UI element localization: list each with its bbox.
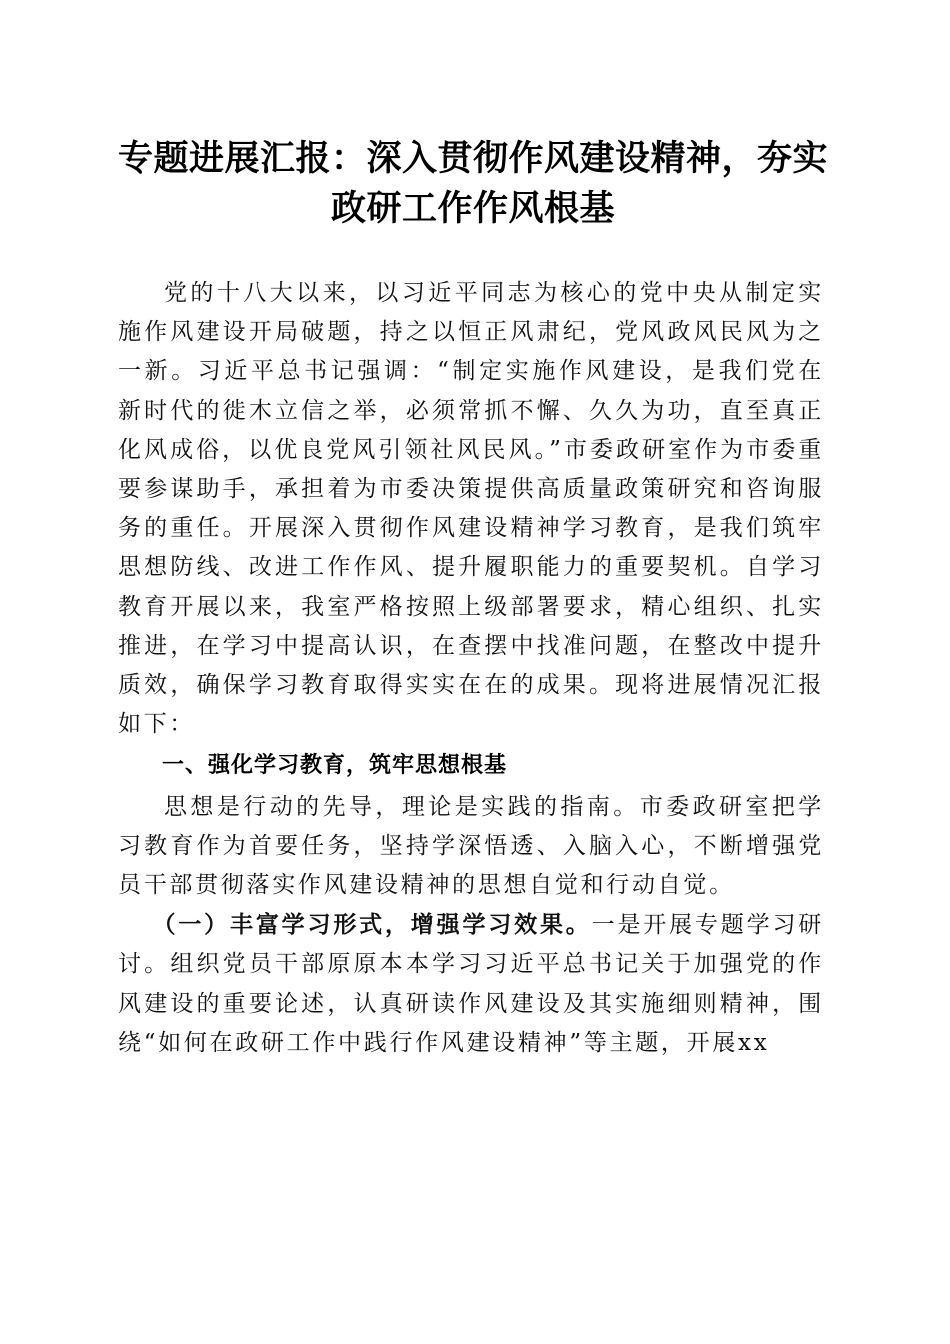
document-title-line-2: 政研工作作风根基 <box>330 188 615 229</box>
subsection-1-text: 一是开展专题学习研讨。组织党员干部原原本本学习习近平总书记关于加强党的作风建设的重要论述，认真研读作风建设及其实施细则精神，围绕“如何在政研工作中践行作风建设精神”等主题，开展xx <box>118 912 824 1056</box>
subsection-1-lead: （一）丰富学习形式，增强学习效果。 <box>152 911 592 939</box>
intro-paragraph: 党的十八大以来，以习近平同志为核心的党中央从制定实施作风建设开局破题，持之以恒正风肃纪，党风政风民风为之一新。习近平总书记强调：“制定实施作风建设，是我们党在新时代的徙木立信之举，必须常抓不懈、久久为功，直至真正化风成俗，以优良党风引领社风民风。”市委政研室作为市委重要参谋助手，承担着为市委决策提供高质量政策研究和咨询服务的重任。开展深入贯彻作风建设精神学习教育，是我们筑牢思想防线、改进工作作风、提升履职能力的重要契机。自学习教育开展以来，我室严格按照上级部署要求，精心组织、扎实推进，在学习中提高认识，在查摆中找准问题，在整改中提升质效，确保学习教育取得实实在在的成果。现将进展情况汇报如下： <box>118 280 824 738</box>
section-1-heading: 一、强化学习教育，筑牢思想根基 <box>162 753 508 779</box>
section-1-paragraph: 思想是行动的先导，理论是实践的指南。市委政研室把学习教育作为首要任务，坚持学深悟透、入脑入心，不断增强党员干部贯彻落实作风建设精神的思想自觉和行动自觉。 <box>118 793 824 899</box>
subsection-1-paragraph <box>118 905 824 1063</box>
document-body <box>118 274 824 1063</box>
document-title <box>118 134 828 234</box>
document-title-line-1: 专题进展汇报：深入贯彻作风建设精神，夯实 <box>118 138 829 179</box>
